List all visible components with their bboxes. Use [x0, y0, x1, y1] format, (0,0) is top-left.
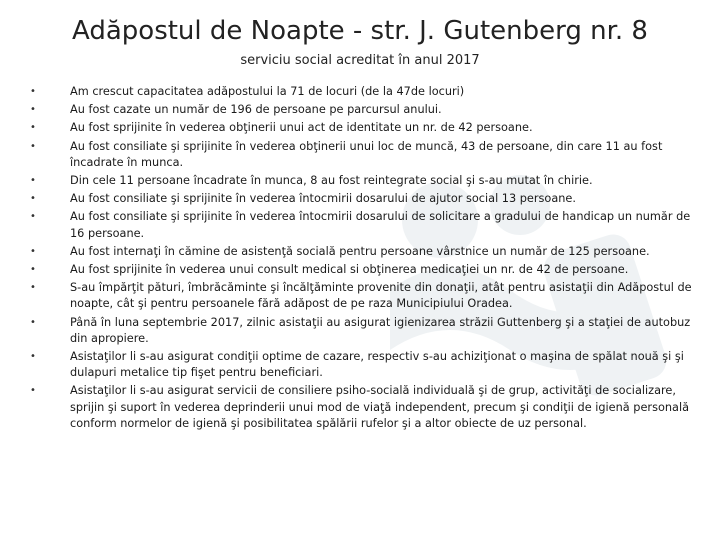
bullet-item — [30, 173, 695, 189]
bullet-text: Din cele 11 persoane încadrate în munca, 8 au fost reintegrate social şi s-au mutat în chirie. — [70, 174, 593, 188]
bullet-text: Au fost consiliate şi sprijinite în vederea întocmirii dosarului de solicitare a gradului de handicap un număr de 16 persoane. — [70, 210, 691, 240]
bullet-text: Au fost consiliate şi sprijinite în vederea obţinerii unui loc de muncă, 43 de persoane, din care 11 au fost încadrate în munca. — [70, 139, 663, 169]
bullet-icon: • — [30, 211, 36, 223]
bullet-icon: • — [30, 86, 36, 97]
bullet-text: Asistaţilor li s-au asigurat condiţii optime de cazare, respectiv s-au achiziţionat o maşina de spălat nouă şi şi dulapuri metalice tip fişet pentru beneficiari. — [70, 350, 684, 380]
bullet-item — [30, 139, 695, 171]
bullet-item — [30, 315, 695, 347]
bullet-item — [30, 120, 695, 136]
bullet-text: Au fost cazate un număr de 196 de persoane pe parcursul anului. — [70, 103, 442, 117]
bullet-item — [30, 349, 695, 381]
bullet-item — [30, 383, 695, 432]
bullet-text: Au fost internaţi în cămine de asistenţă socială pentru persoane vârstnice un număr de 125 persoane. — [70, 244, 650, 258]
bullet-text: Au fost sprijinite în vederea unui consult medical si obţinerea medicaţiei un nr. de 42 de persoane. — [70, 263, 629, 277]
bullet-item — [30, 262, 695, 278]
bullet-icon: • — [30, 385, 36, 397]
bullet-icon: • — [30, 104, 36, 116]
bullet-item — [30, 84, 695, 100]
bullet-item — [30, 102, 695, 118]
bullet-icon: • — [30, 193, 36, 205]
bullet-icon: • — [30, 140, 36, 152]
bullet-item — [30, 209, 695, 241]
bullet-icon: • — [30, 316, 36, 328]
bullet-text: Au fost consiliate şi sprijinite în vederea întocmirii dosarului de ajutor social 13 persoane. — [70, 192, 576, 206]
bullet-item — [30, 244, 695, 260]
bullet-item — [30, 191, 695, 207]
bullet-text: Asistaţilor li s-au asigurat servicii de consiliere psiho-socială individuală şi de grup, activităţi de socializare, sprijin şi suport în vederea deprinderii unui mod de viaţă independent, precum şi condiţii de igienă personală conform normelor de igienă şi posibilitatea spălării rufelor şi a altor obiecte de uz personal. — [70, 384, 690, 430]
bullet-icon: • — [30, 351, 36, 363]
bullet-text: Până în luna septembrie 2017, zilnic asistaţii au asigurat igienizarea străzii Guttenberg şi a staţiei de autobuz din apropiere. — [70, 315, 691, 345]
slide-title: Adăpostul de Noapte - str. J. Gutenberg nr. 8 — [72, 16, 648, 46]
bullet-icon: • — [30, 175, 36, 187]
bullet-icon: • — [30, 282, 36, 294]
bullet-text: S-au împărţit pături, îmbrăcăminte şi încălţăminte provenite din donaţii, atât pentru asistaţii din Adăpostul de noapte, cât şi pentru persoanele fără adăpost de pe raza Municipiului Oradea. — [70, 281, 692, 311]
bullet-text: Au fost sprijinite în vederea obţinerii unui act de identitate un nr. de 42 persoane. — [70, 121, 533, 135]
bullet-item — [30, 280, 695, 312]
bullet-icon: • — [30, 122, 36, 134]
bullet-text: Am crescut capacitatea adăpostului la 71 de locuri (de la 47de locuri) — [70, 85, 465, 98]
bullet-icon: • — [30, 245, 36, 257]
slide-subtitle: serviciu social acreditat în anul 2017 — [240, 53, 480, 68]
bullet-icon: • — [30, 264, 36, 276]
bullet-list — [30, 84, 695, 434]
